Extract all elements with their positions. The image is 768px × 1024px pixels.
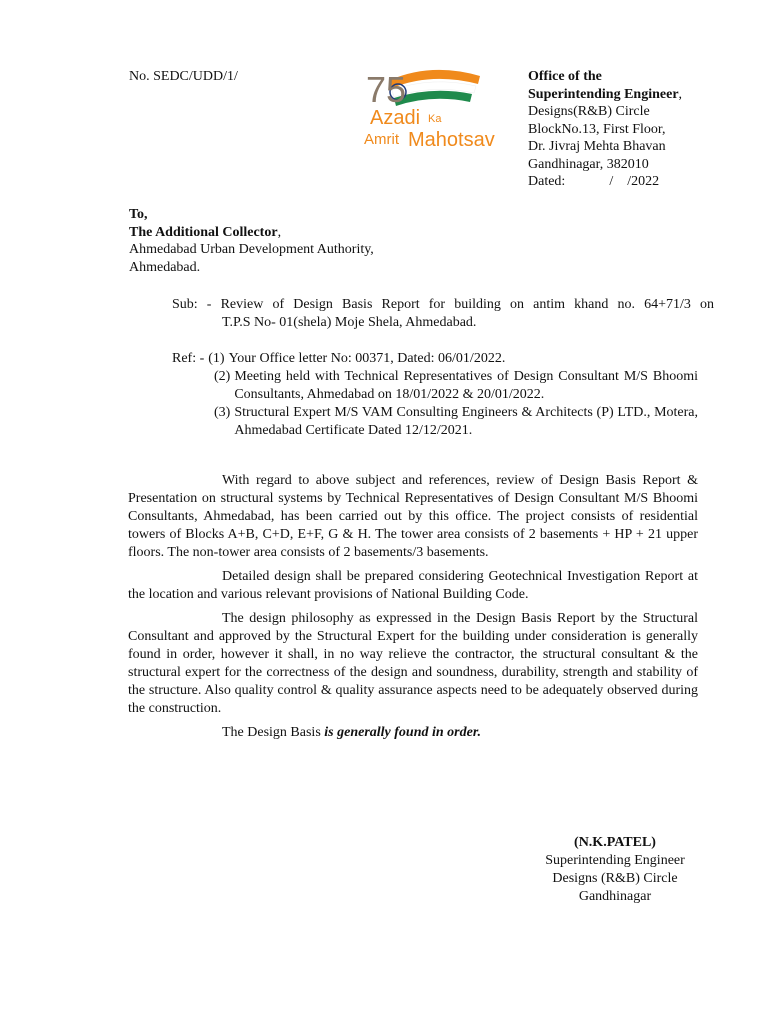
office-line-2 (528, 86, 748, 104)
logo-azadi: Azadi (370, 107, 421, 129)
body-paragraph-3 (128, 610, 698, 718)
signatory-designation: Superintending Engineer (545, 853, 685, 868)
signatory-place: Gandhinagar (578, 889, 652, 904)
body-paragraph-1 (128, 472, 698, 562)
signatory-office: Designs (R&B) Circle (552, 871, 678, 886)
addressee-line-2: Ahmedabad. (129, 259, 201, 275)
signatory-name: (N.K.PATEL) (574, 835, 656, 850)
reference-number: (2) (214, 369, 231, 384)
logo-ka: Ka (428, 113, 442, 125)
body-paragraph-4 (128, 724, 698, 742)
body-paragraph-2 (128, 568, 698, 604)
office-line-5: Dr. Jivraj Mehta Bhavan (528, 139, 666, 154)
logo-amrit: Amrit (364, 131, 399, 148)
dated-value: / /2022 (609, 174, 660, 189)
reference-item (172, 350, 698, 368)
office-title-suffix: , (678, 86, 683, 102)
office-line-3: Designs(R&B) Circle (528, 104, 650, 119)
addressee-line-1: Ahmedabad Urban Development Authority, (129, 242, 374, 257)
signature-block (520, 834, 710, 906)
addressee-block (129, 206, 529, 276)
office-address-block (528, 68, 748, 191)
addressee-title: The Additional Collector (129, 224, 278, 240)
body-paragraph-2-text: Detailed design shall be prepared considering Geotechnical Investigation Report at the location and various relevant provisions of National Building Code. (128, 569, 698, 602)
conclusion-emphasis: is generally found in order. (324, 725, 482, 740)
references-block (172, 350, 698, 440)
body-paragraph-1-text: With regard to above subject and references, review of Design Basis Report & Presentation on structural systems by Technical Representatives of Design Consultant M/S Bhoomi Consultants, Ahmedabad, has been carried out by this office. The project consists of residential towers of Blocks A+B, C+D, E+F, G & H. The tower area consists of 2 basements + HP + 21 upper floors. The non-tower area consists of 2 basements/3 basements. (128, 473, 698, 560)
reference-text: Your Office letter No: 00371, Dated: 06/01/2022. (228, 351, 506, 366)
office-line-4: BlockNo.13, First Floor, (528, 121, 666, 137)
addressee-title-suffix: , (277, 224, 282, 240)
logo-graphic (362, 62, 512, 150)
subject-block (172, 296, 714, 332)
logo-number: 75 (366, 69, 407, 110)
body-paragraph-4-text: The Design Basis (222, 725, 325, 740)
reference-number: No. SEDC/UDD/1/ (129, 69, 238, 84)
reference-item (172, 368, 698, 404)
body-paragraph-3-text: The design philosophy as expressed in the Design Basis Report by the Structural Consultant and approved by the Structural Expert for the building under consideration is generally found in order, however it shall, in no way relieve the contractor, the structural consultant & the structural expert for the correctness of the design and soundness, durability, strength and stability of the structure. Also quality control & quality assurance aspects need to be adequately observed during the construction. (128, 611, 698, 716)
dated-line (528, 173, 748, 191)
office-line-6: Gandhinagar, 382010 (528, 156, 649, 172)
reference-number: (1) (208, 351, 225, 366)
office-title: Superintending Engineer (528, 86, 679, 102)
dated-label: Dated: (528, 174, 566, 189)
logo-mahotsav: Mahotsav (408, 129, 495, 150)
reference-item (172, 404, 698, 440)
subject-line-2: T.P.S No- 01(shela) Moje Shela, Ahmedabad. (222, 315, 477, 330)
subject-line-1: Sub: - Review of Design Basis Report for building on antim khand no. 64+71/3 on (172, 297, 714, 312)
reference-number: (3) (214, 405, 231, 420)
to-label: To, (129, 207, 148, 222)
azadi-ka-amrit-mahotsav-logo (362, 62, 512, 150)
addressee-title-line (129, 224, 529, 242)
reference-text: Meeting held with Technical Representatives of Design Consultant M/S Bhoomi Consultants, Ahmedabad on 18/01/2022 & 20/01/2022. (234, 369, 698, 402)
references-label: Ref: - (172, 351, 205, 366)
office-line-1: Office of the (528, 69, 602, 84)
reference-text: Structural Expert M/S VAM Consulting Engineers & Architects (P) LTD., Motera, Ahmedabad Certificate Dated 12/12/2021. (234, 405, 698, 438)
letter-body (128, 472, 698, 748)
